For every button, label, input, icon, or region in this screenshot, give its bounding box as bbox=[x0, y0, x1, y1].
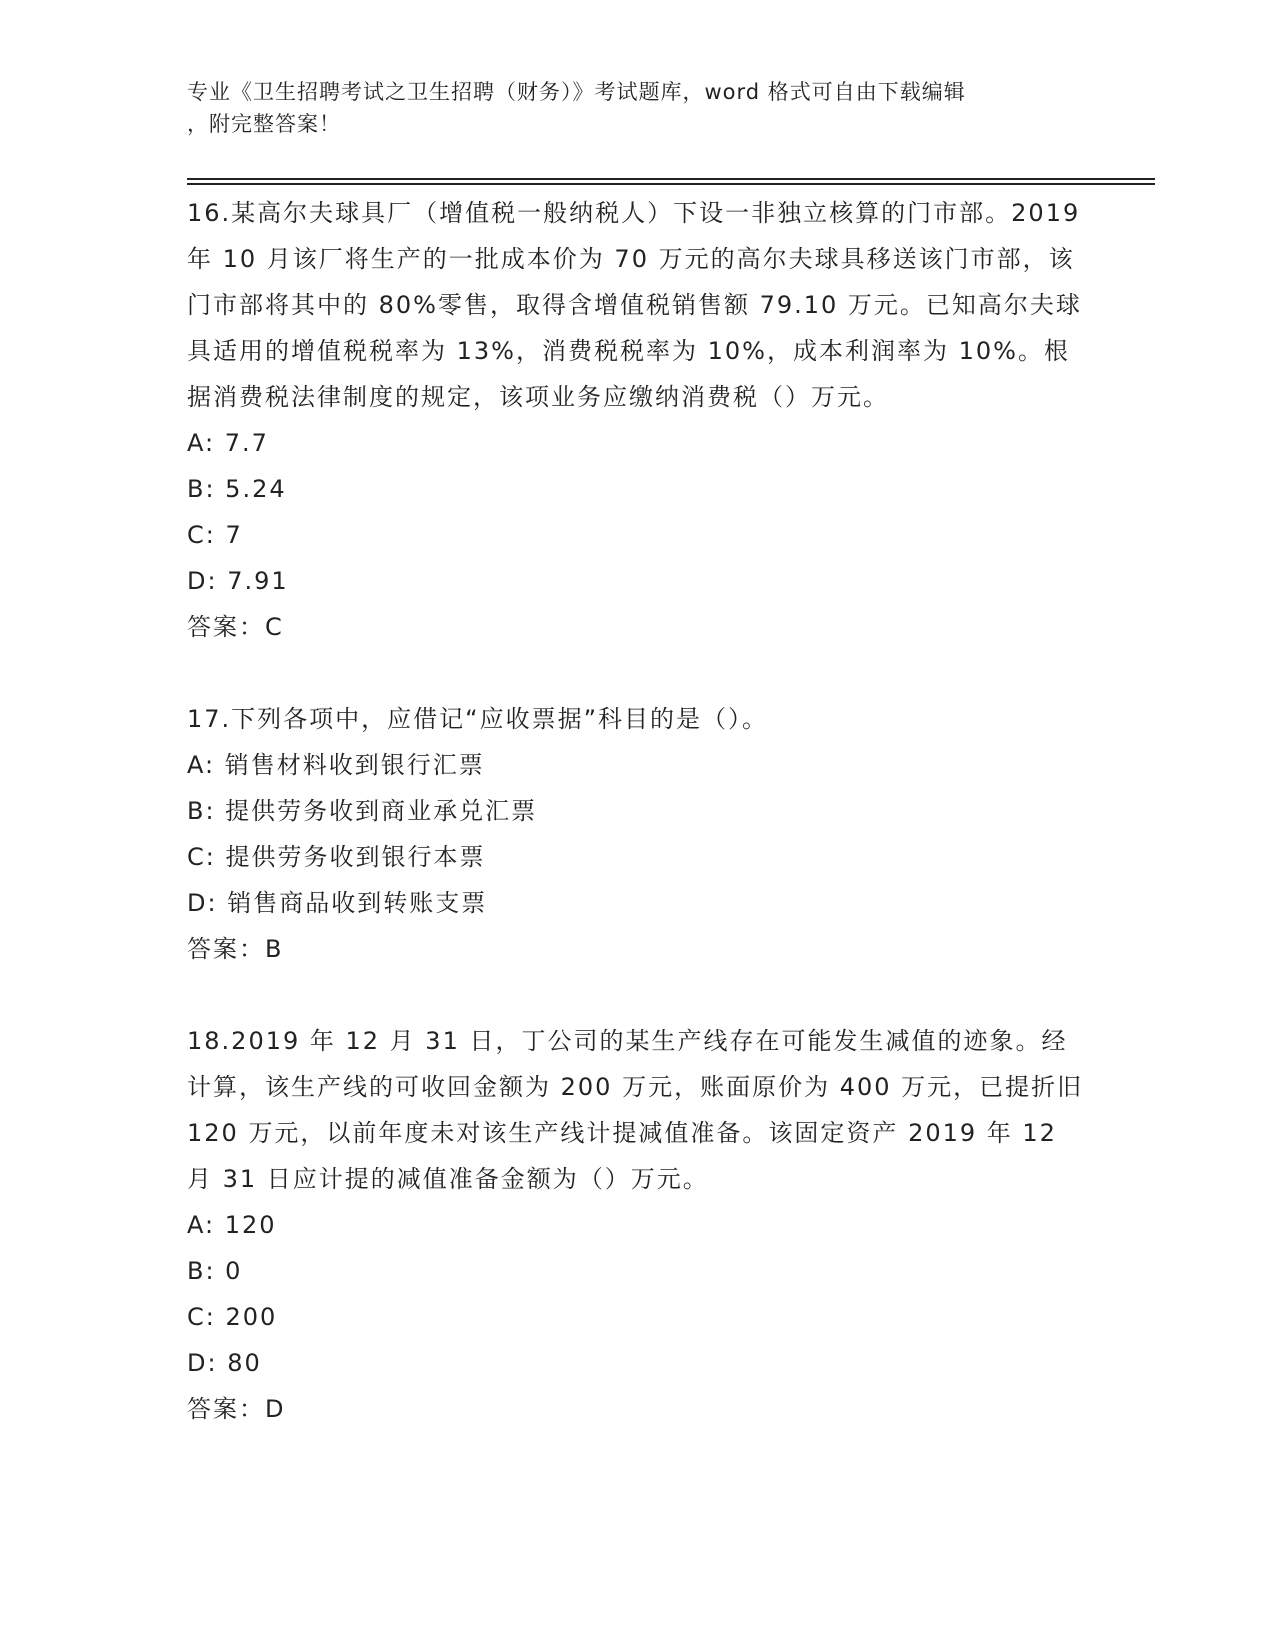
question-text: 17.下列各项中，应借记“应收票据”科目的是（）。 bbox=[187, 705, 769, 733]
header-rule-top bbox=[187, 178, 1155, 180]
answer-line: 答案：D bbox=[187, 1395, 286, 1423]
option-d: D: 销售商品收到转账支票 bbox=[187, 889, 488, 917]
option-c: C: 提供劳务收到银行本票 bbox=[187, 843, 486, 871]
option-d: D: 7.91 bbox=[187, 567, 289, 595]
header-line-2: ，附完整答案！ bbox=[187, 112, 341, 136]
question-18 bbox=[187, 1018, 1087, 1432]
option-c: C: 7 bbox=[187, 521, 243, 549]
option-c: C: 200 bbox=[187, 1303, 278, 1331]
header-line-1: 专业《卫生招聘考试之卫生招聘（财务）》考试题库，word 格式可自由下载编辑 bbox=[187, 80, 966, 104]
option-a: A: 120 bbox=[187, 1211, 277, 1239]
header-rule-bottom bbox=[187, 183, 1155, 185]
option-b: B: 5.24 bbox=[187, 475, 287, 503]
option-d: D: 80 bbox=[187, 1349, 262, 1377]
question-text: 16.某高尔夫球具厂（增值税一般纳税人）下设一非独立核算的门市部。2019 年 10 月该厂将生产的一批成本价为 70 万元的高尔夫球具移送该门市部，该门市部将其中的 80%零售，取得含增值税销售额 79.10 万元。已知高尔夫球具适用的增值税税率为 13%，消费税税率为 10%，成本利润率为 10%。根据消费税法律制度的规定，该项业务应缴纳消费税（）万元。 bbox=[187, 199, 1082, 411]
option-b: B: 0 bbox=[187, 1257, 243, 1285]
option-b: B: 提供劳务收到商业承兑汇票 bbox=[187, 797, 538, 825]
answer-line: 答案：B bbox=[187, 935, 284, 963]
question-text: 18.2019 年 12 月 31 日，丁公司的某生产线存在可能发生减值的迹象。经计算，该生产线的可收回金额为 200 万元，账面原价为 400 万元，已提折旧 120 万元，以前年度未对该生产线计提减值准备。该固定资产 2019 年 12 月 31 日应计提的减值准备金额为（）万元。 bbox=[187, 1027, 1084, 1193]
option-a: A: 销售材料收到银行汇票 bbox=[187, 751, 485, 779]
question-16 bbox=[187, 190, 1087, 650]
question-17 bbox=[187, 696, 1087, 972]
document-header bbox=[187, 76, 1087, 140]
question-list bbox=[187, 190, 1087, 1478]
answer-line: 答案：C bbox=[187, 613, 284, 641]
option-a: A: 7.7 bbox=[187, 429, 269, 457]
